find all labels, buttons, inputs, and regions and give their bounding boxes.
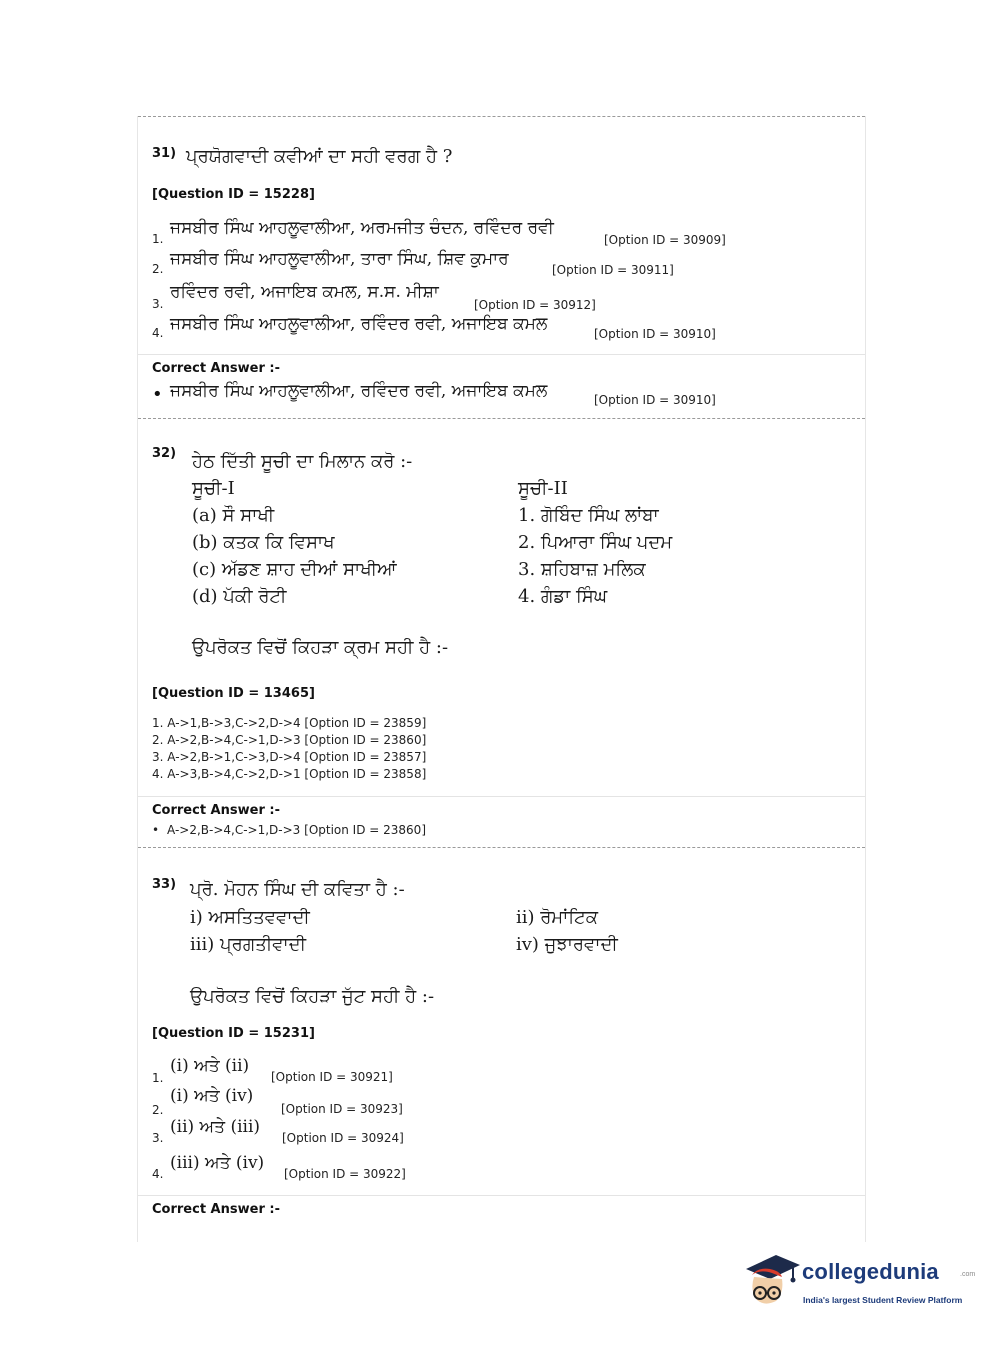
list-1-title: ਸੂਚੀ-I bbox=[192, 478, 235, 499]
option-text: (i) ਅਤੇ (ii) bbox=[170, 1056, 250, 1076]
question-text: ਪ੍ਰੋ. ਮੋਹਨ ਸਿੰਘ ਦੀ ਕਵਿਤਾ ਹੈ :- bbox=[190, 879, 405, 900]
option-text: (iii) ਅਤੇ (iv) bbox=[170, 1153, 265, 1173]
question-divider bbox=[138, 418, 865, 419]
correct-answer-label: Correct Answer :- bbox=[152, 1202, 280, 1217]
brand-suffix: .com bbox=[960, 1271, 976, 1278]
brand-name: collegedunia bbox=[802, 1259, 939, 1284]
question-id: [Question ID = 15228] bbox=[152, 187, 315, 202]
option-id: [Option ID = 30924] bbox=[282, 1131, 404, 1145]
list-2-title: ਸੂਚੀ-II bbox=[518, 478, 568, 499]
option-number: 2. bbox=[152, 1103, 164, 1117]
brand-tagline: India's largest Student Review Platform bbox=[803, 1295, 963, 1305]
correct-answer-label: Correct Answer :- bbox=[152, 803, 280, 818]
option-id: [Option ID = 30910] bbox=[594, 327, 716, 341]
option-id: [Option ID = 30922] bbox=[284, 1167, 406, 1181]
option-text: ਰਵਿੰਦਰ ਰਵੀ, ਅਜਾਇਬ ਕਮਲ, ਸ.ਸ. ਮੀਸ਼ਾ bbox=[170, 282, 439, 302]
option-text: 1. A->1,B->3,C->2,D->4 [Option ID = 23859] bbox=[152, 716, 427, 730]
question-paper-page bbox=[137, 116, 866, 1242]
collegedunia-logo bbox=[742, 1247, 976, 1322]
graduate-mascot-icon bbox=[742, 1249, 800, 1319]
top-divider bbox=[138, 116, 865, 117]
question-number: 31) bbox=[152, 146, 177, 161]
option-text: 3. A->2,B->1,C->3,D->4 [Option ID = 23857] bbox=[152, 750, 427, 764]
question-id: [Question ID = 15231] bbox=[152, 1026, 315, 1041]
list-2-item: 3. ਸ਼ਹਿਬਾਜ਼ ਮਲਿਕ bbox=[518, 559, 646, 580]
question-text: ਪ੍ਰਯੋਗਵਾਦੀ ਕਵੀਆਂ ਦਾ ਸਹੀ ਵਰਗ ਹੈ ? bbox=[186, 146, 453, 167]
question-number: 33) bbox=[152, 877, 177, 892]
question-number: 32) bbox=[152, 446, 177, 461]
list-2-item: 4. ਗੰਡਾ ਸਿੰਘ bbox=[518, 586, 608, 607]
list-item: iii) ਪ੍ਰਗਤੀਵਾਦੀ bbox=[190, 934, 307, 955]
option-text: (ii) ਅਤੇ (iii) bbox=[170, 1117, 261, 1137]
question-id: [Question ID = 13465] bbox=[152, 686, 315, 701]
list-item: iv) ਜੁਝਾਰਵਾਦੀ bbox=[516, 934, 618, 955]
correct-answer-label: Correct Answer :- bbox=[152, 361, 280, 376]
correct-answer-text: ਜਸਬੀਰ ਸਿੰਘ ਆਹਲੂਵਾਲੀਆ, ਰਵਿੰਦਰ ਰਵੀ, ਅਜਾਇਬ ਕਮਲ bbox=[170, 381, 548, 401]
question-prompt: ਉਪਰੋਕਤ ਵਿਚੋਂ ਕਿਹੜਾ ਜੁੱਟ ਸਹੀ ਹੈ :- bbox=[190, 986, 435, 1007]
option-number: 3. bbox=[152, 297, 164, 311]
list-1-item: (d) ਪੱਕੀ ਰੋਟੀ bbox=[192, 586, 287, 607]
option-id: [Option ID = 30909] bbox=[604, 233, 726, 247]
list-item: ii) ਰੋਮਾਂਟਿਕ bbox=[516, 907, 598, 928]
option-text: ਜਸਬੀਰ ਸਿੰਘ ਆਹਲੂਵਾਲੀਆ, ਰਵਿੰਦਰ ਰਵੀ, ਅਜਾਇਬ ਕਮਲ bbox=[170, 314, 548, 334]
list-1-item: (b) ਕਤਕ ਕਿ ਵਿਸਾਖ bbox=[192, 532, 335, 553]
option-number: 4. bbox=[152, 326, 164, 340]
option-number: 4. bbox=[152, 1167, 164, 1181]
option-id: [Option ID = 30923] bbox=[281, 1102, 403, 1116]
option-id: [Option ID = 30911] bbox=[552, 263, 674, 277]
correct-answer-text: A->2,B->4,C->1,D->3 [Option ID = 23860] bbox=[167, 823, 426, 837]
question-prompt: ਉਪਰੋਕਤ ਵਿਚੋਂ ਕਿਹੜਾ ਕ੍ਰਮ ਸਹੀ ਹੈ :- bbox=[192, 637, 449, 658]
option-id: [Option ID = 30912] bbox=[474, 298, 596, 312]
bullet-icon: • bbox=[152, 384, 163, 405]
option-text: 2. A->2,B->4,C->1,D->3 [Option ID = 23860] bbox=[152, 733, 427, 747]
option-id: [Option ID = 30921] bbox=[271, 1070, 393, 1084]
list-item: i) ਅਸਤਿਤਵਵਾਦੀ bbox=[190, 907, 310, 928]
list-1-item: (c) ਅੱਡਣ ਸ਼ਾਹ ਦੀਆਂ ਸਾਖੀਆਂ bbox=[192, 559, 397, 580]
option-text: ਜਸਬੀਰ ਸਿੰਘ ਆਹਲੂਵਾਲੀਆ, ਅਰਮਜੀਤ ਚੰਦਨ, ਰਵਿੰਦਰ ਰਵੀ bbox=[170, 218, 554, 238]
option-text: 4. A->3,B->4,C->2,D->1 [Option ID = 23858] bbox=[152, 767, 427, 781]
option-number: 1. bbox=[152, 1071, 164, 1085]
option-number: 3. bbox=[152, 1131, 164, 1145]
correct-answer-id: [Option ID = 30910] bbox=[594, 393, 716, 407]
option-text: (i) ਅਤੇ (iv) bbox=[170, 1086, 254, 1106]
option-number: 2. bbox=[152, 262, 164, 276]
list-2-item: 2. ਪਿਆਰਾ ਸਿੰਘ ਪਦਮ bbox=[518, 532, 673, 553]
bullet-icon: • bbox=[152, 823, 160, 837]
option-number: 1. bbox=[152, 232, 164, 246]
section-divider bbox=[138, 354, 865, 355]
section-divider bbox=[138, 1195, 865, 1196]
section-divider bbox=[138, 796, 865, 797]
option-text: ਜਸਬੀਰ ਸਿੰਘ ਆਹਲੂਵਾਲੀਆ, ਤਾਰਾ ਸਿੰਘ, ਸ਼ਿਵ ਕੁਮਾਰ bbox=[170, 249, 509, 269]
question-divider bbox=[138, 847, 865, 848]
list-2-item: 1. ਗੋਬਿੰਦ ਸਿੰਘ ਲਾਂਬਾ bbox=[518, 505, 659, 526]
question-text: ਹੇਠ ਦਿੱਤੀ ਸੂਚੀ ਦਾ ਮਿਲਾਨ ਕਰੋ :- bbox=[192, 451, 413, 472]
list-1-item: (a) ਸੌ ਸਾਖੀ bbox=[192, 505, 275, 526]
